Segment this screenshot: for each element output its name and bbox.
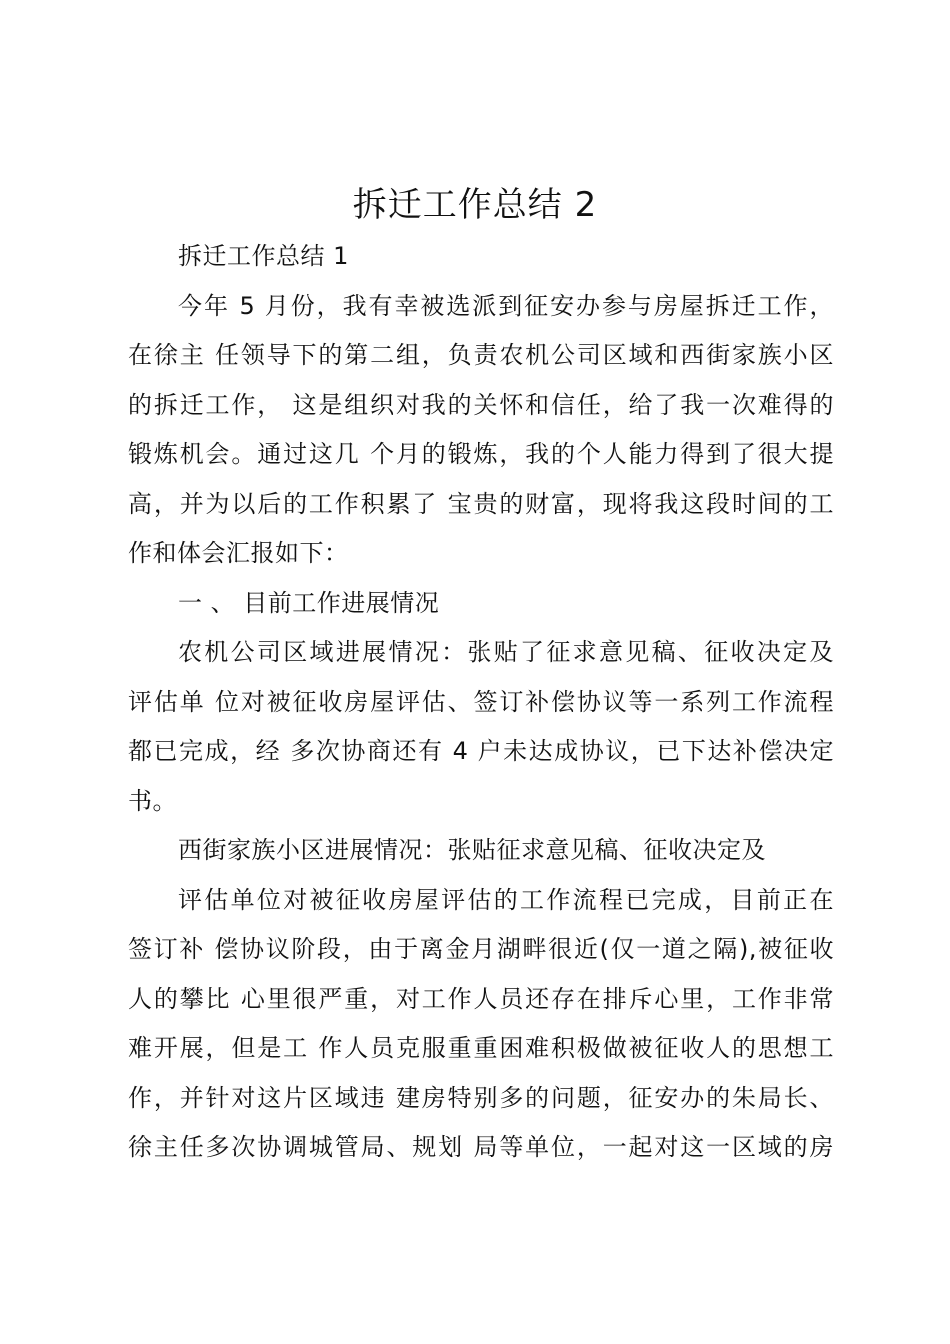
text-line: 在徐主 任领导下的第二组，负责农机公司区域和西街家族小区 bbox=[128, 341, 834, 369]
text-line: 都已完成，经 多次协商还有 4 户未达成协议，已下达补偿决定 bbox=[128, 737, 834, 765]
text-line: 锻炼机会。通过这几 个月的锻炼，我的个人能力得到了很大提 bbox=[128, 440, 834, 468]
text-line: 高，并为以后的工作积累了 宝贵的财富，现将我这段时间的工 bbox=[128, 489, 834, 518]
document-title: 拆迁工作总结 2 bbox=[352, 185, 598, 225]
text-line: 书。 bbox=[128, 786, 177, 815]
text-line: 签订补 偿协议阶段，由于离金月湖畔很近(仅一道之隔),被征收 bbox=[128, 935, 834, 963]
text-line: 评估单位对被征收房屋评估的工作流程已完成，目前正在 bbox=[178, 885, 834, 914]
text-line: 拆迁工作总结 1 bbox=[178, 242, 349, 270]
document-body bbox=[128, 232, 834, 1173]
text-line: 作，并针对这片区域违 建房特别多的问题，征安办的朱局长、 bbox=[128, 1083, 834, 1112]
text-line: 人的攀比 心里很严重，对工作人员还存在排斥心里，工作非常 bbox=[128, 984, 834, 1013]
text-line: 西街家族小区进展情况：张贴征求意见稿、征收决定及 bbox=[178, 836, 766, 864]
text-line: 农机公司区域进展情况：张贴了征求意见稿、征收决定及 bbox=[178, 638, 834, 666]
text-line: 评估单 位对被征收房屋评估、签订补偿协议等一系列工作流程 bbox=[128, 687, 834, 716]
text-line: 徐主任多次协调城管局、规划 局等单位，一起对这一区域的房 bbox=[128, 1133, 834, 1161]
text-line: 一 、 目前工作进展情况 bbox=[178, 588, 440, 617]
text-line: 今年 5 月份，我有幸被选派到征安办参与房屋拆迁工作， bbox=[178, 291, 834, 320]
text-line: 的拆迁工作， 这是组织对我的关怀和信任，给了我一次难得的 bbox=[128, 390, 834, 419]
text-line: 作和体会汇报如下： bbox=[128, 539, 349, 567]
text-line: 难开展，但是工 作人员克服重重困难积极做被征收人的思想工 bbox=[128, 1034, 834, 1062]
